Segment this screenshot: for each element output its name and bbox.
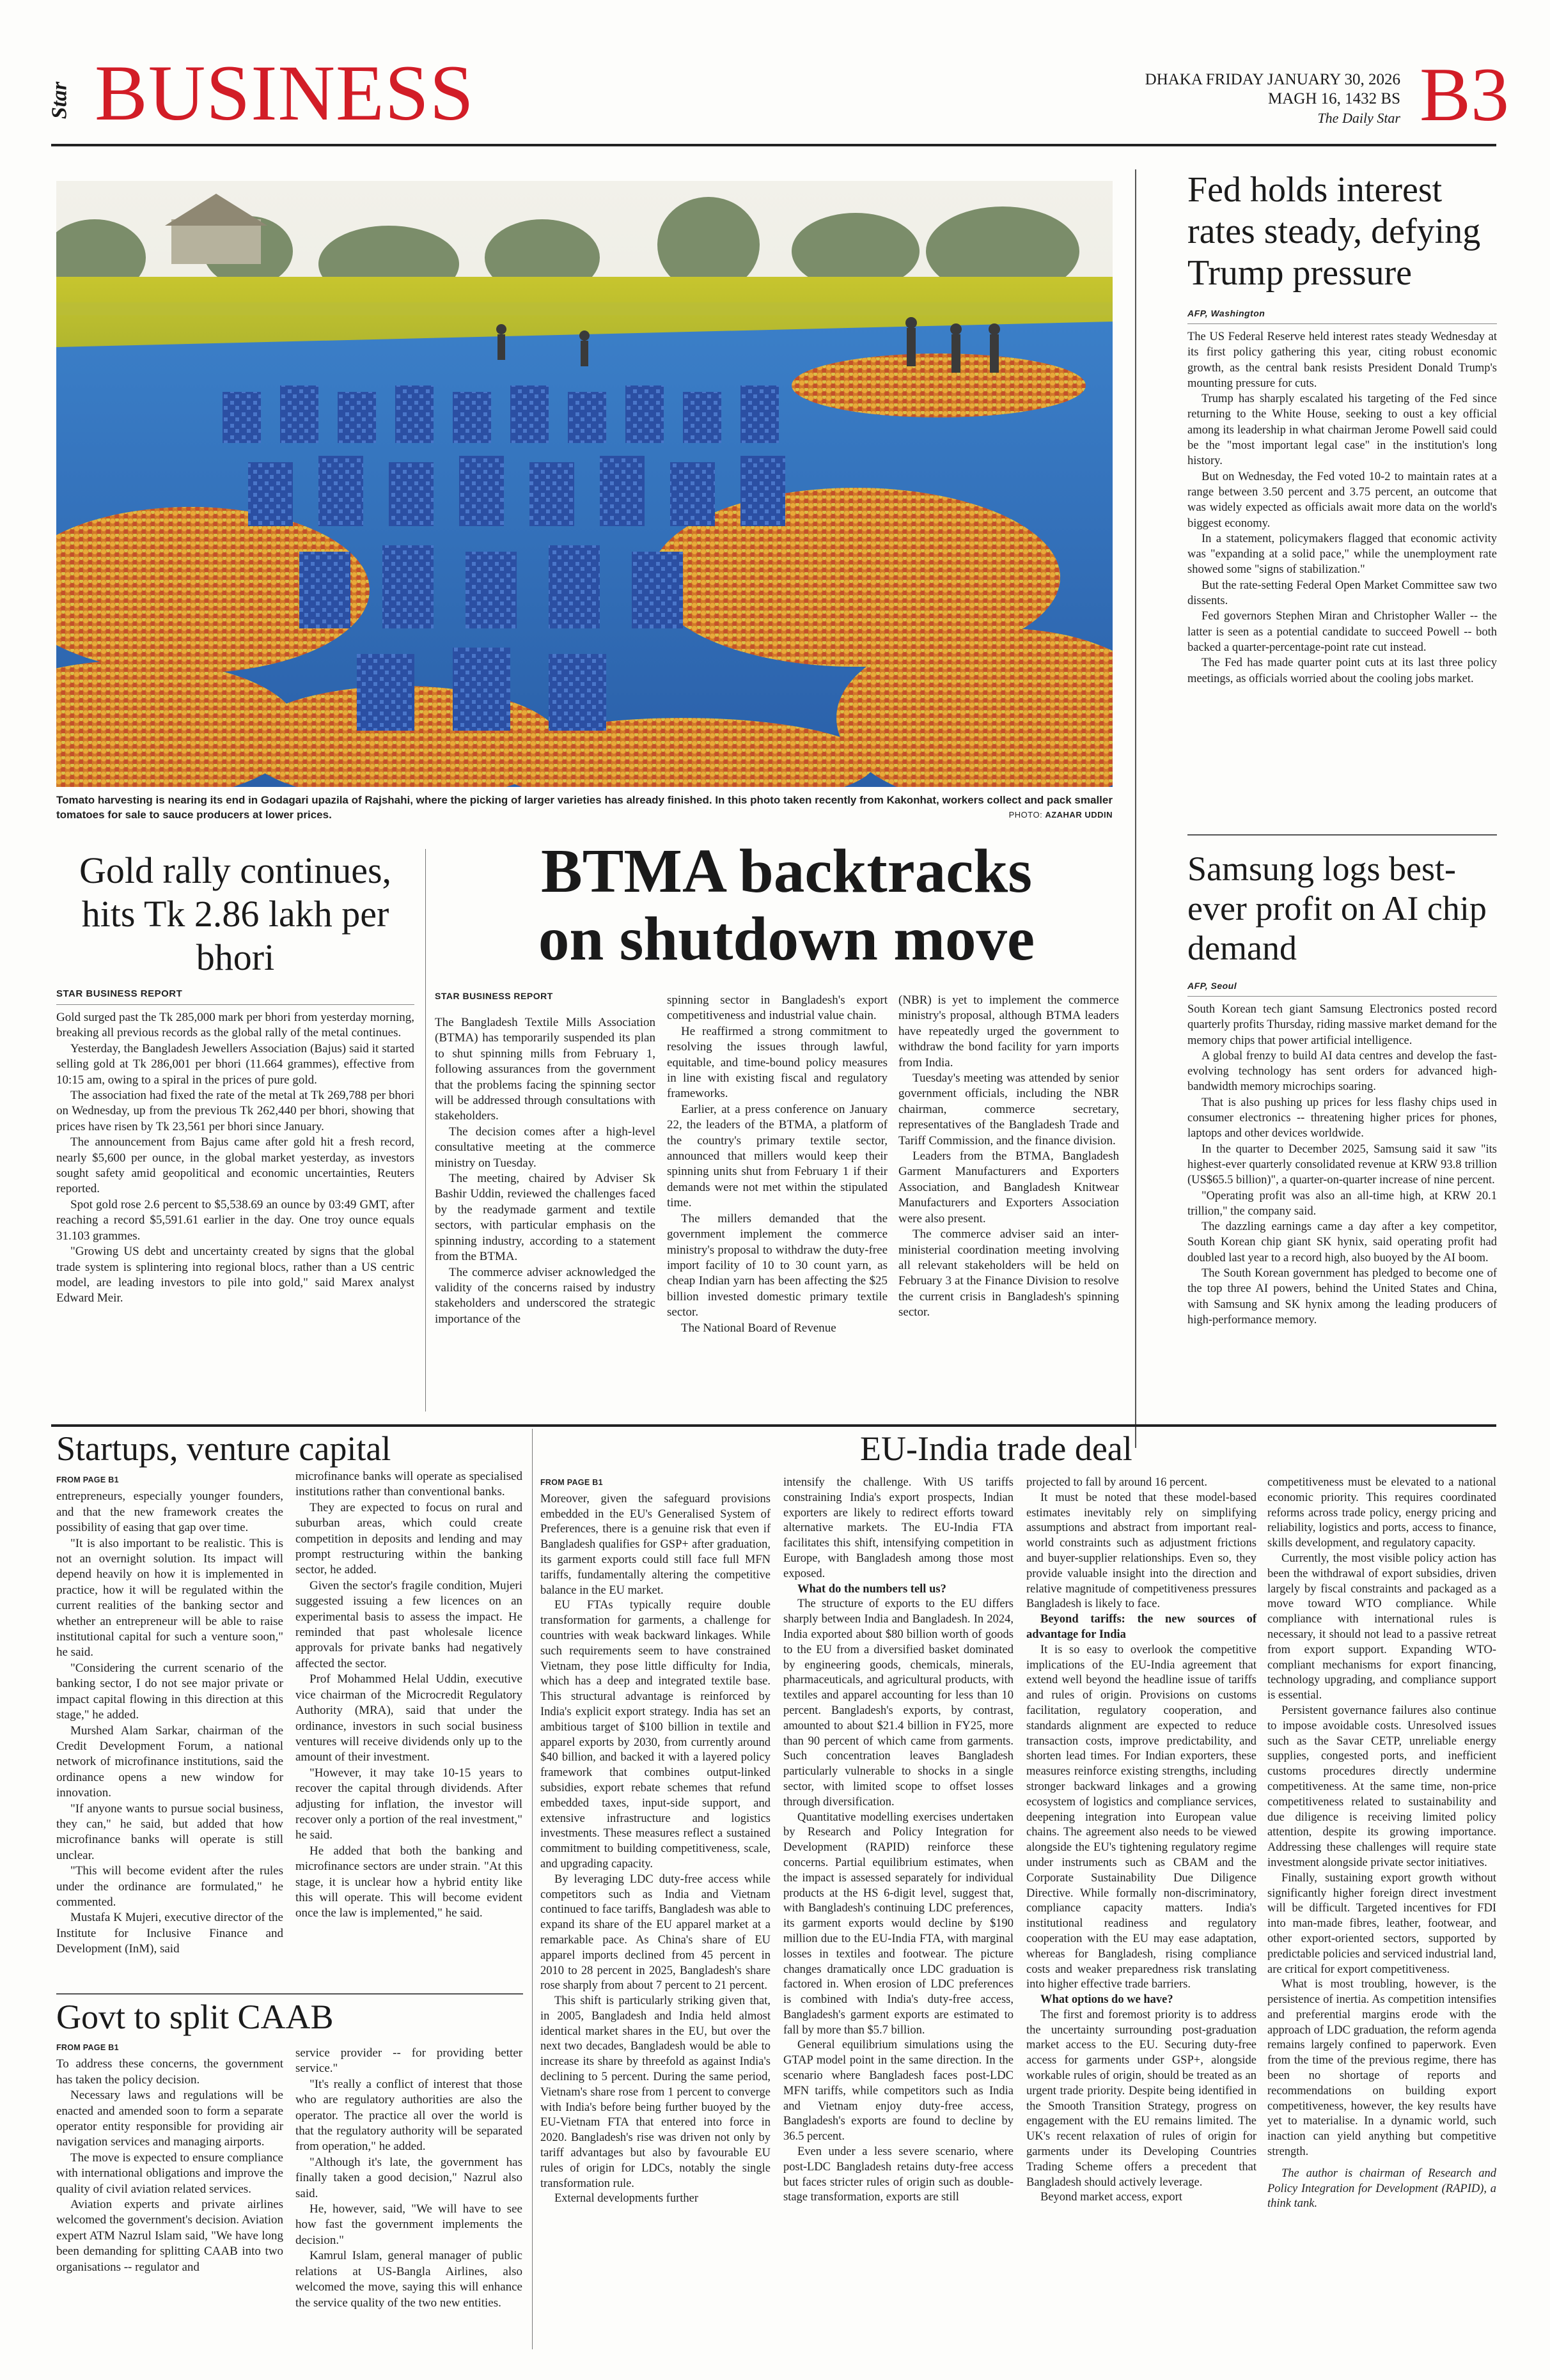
caab-para: service provider -- for providing better service." xyxy=(295,2046,522,2076)
eu-subheading: What options do we have? xyxy=(1040,1993,1173,2007)
samsung-article xyxy=(1187,849,1497,1328)
eu-para: By leveraging LDC duty-free access while competitors such as India and Vietnam continued to face tariffs, Bangladesh was able to expand its share of the EU apparel market at a remarkable pace. As China's share of EU apparel imports declined from 45 percent in 2010 to 28 percent in 2025, Bangladesh's share rose sharply from about 7 percent to 21 percent. xyxy=(540,1872,771,1993)
dateline-bangla-date: MAGH 16, 1432 BS xyxy=(1268,90,1400,107)
gold-article xyxy=(56,849,414,1307)
startups-para: He added that both the banking and microfinance sectors are under strain. "At this stage, it is unclear how a hybrid entity like this will operate. This will become evident once the law is implemented," he said. xyxy=(295,1844,522,1920)
eu-subheading: Beyond tariffs: the new sources of advantage for India xyxy=(1026,1613,1256,1641)
masthead xyxy=(47,49,1510,137)
samsung-para: The South Korean government has pledged to become one of the top three AI powers, behind the United States and China, with Samsung and SK hynix among the leading producers of high-performance memory. xyxy=(1187,1267,1497,1326)
fed-bottom-rule xyxy=(1187,834,1497,836)
eu-col-3 xyxy=(1026,1475,1256,2205)
btma-para: (NBR) is yet to implement the commerce ministry's proposal, although BTMA leaders have repeatedly urged the government to withdraw the bond facility for yarn imports from India. xyxy=(898,993,1119,1069)
eu-para: The structure of exports to the EU differs sharply between India and Bangladesh. In 2024, India exported about $80 billion worth of goods to the EU from a diversified basket dominated by engineering goods, chemicals, minerals, pharmaceuticals, and agricultural products, with textiles and apparel accounting for less than 10 percent. Bangladesh's exports, by contrast, amounted to about $21.4 billion in FY25, more than 90 percent of which came from garments. Such concentration leaves Bangladesh particularly vulnerable to shocks in a single sector, with limited scope to offset losses through diversification. xyxy=(783,1598,1014,1808)
startups-para: Given the sector's fragile condition, Mujeri suggested issuing a few licences on an experimental basis to assess the impact. He reminded that past wholesale licence approvals for private banks had negatively affected the sector. xyxy=(295,1578,522,1670)
eu-para: What is most troubling, however, is the persistence of inertia. As competition intensifies and preferential margins erode with the approach of LDC graduation, the reform agenda remains largely confined to paperwork. Even from the time of the previous regime, there has been no shortage of reports and recommendations on building export competitiveness, however, the key results have yet to materialise. In a dynamic world, such inaction can yield anything but competitive strength. xyxy=(1267,1978,1496,2159)
caab-article xyxy=(56,1997,523,2037)
eu-col-2 xyxy=(783,1475,1014,2205)
tomato-harvest-photo xyxy=(56,181,1113,787)
startups-col-1 xyxy=(56,1472,283,1957)
caab-col-2 xyxy=(295,2046,522,2311)
section-title: BUSINESS xyxy=(95,49,474,137)
samsung-byline-rule xyxy=(1187,996,1497,997)
caab-para: The move is expected to ensure compliance with international obligations and improve the quality of civil aviation related services. xyxy=(56,2151,283,2196)
gold-divider xyxy=(425,849,426,1412)
fed-para: In a statement, policymakers flagged that economic activity was "expanding at a solid pace," while the unemployment rate showed some "signs of stabilization." xyxy=(1187,532,1497,577)
btma-headline: BTMA backtracks on shutdown move xyxy=(538,837,1035,973)
eu-col-4 xyxy=(1267,1475,1496,2212)
btma-para: He reaffirmed a strong commitment to resolving the issues through lawful, equitable, and time-bound policy measures in line with existing fiscal and regulatory frameworks. xyxy=(667,1024,888,1101)
photo-caption-text: Tomato harvesting is nearing its end in Godagari upazila of Rajshahi, where the picking of larger varieties has already finished. In this photo taken recently from Kakonhat, workers collect and pack smaller tomatoes for sale to sauce producers at lower prices. xyxy=(56,794,1113,821)
gold-para: Yesterday, the Bangladesh Jewellers Association (Bajus) said it started selling gold at Tk 286,001 per bhori (11.664 grammes), effective from 10:15 am, owing to a spiral in the prices of pure gold. xyxy=(56,1041,414,1087)
eu-subheading: What do the numbers tell us? xyxy=(797,1582,946,1596)
caab-col-1 xyxy=(56,2040,283,2275)
samsung-para: South Korean tech giant Samsung Electronics posted record quarterly profits Thursday, riding massive market demand for the memory chips that power artificial intelligence. xyxy=(1187,1003,1497,1047)
fed-para: The Fed has made quarter point cuts at its last three policy meetings, as officials worried about the cooling jobs market. xyxy=(1187,657,1497,685)
startups-para: Murshed Alam Sarkar, chairman of the Credit Development Forum, a national network of microfinance institutions, said the ordinance opens a new window for innovation. xyxy=(56,1723,283,1800)
paper-name: The Daily Star xyxy=(1317,110,1400,126)
btma-article xyxy=(435,837,1138,1001)
btma-para: Leaders from the BTMA, Bangladesh Garment Manufacturers and Exporters Association, and Bangladesh Knitwear Manufacturers and Exporters Association were also present. xyxy=(898,1149,1119,1225)
gold-para: The announcement from Bajus came after gold hit a fresh record, nearly $5,600 per ounce, in the global market yesterday, as investors sought safety amid geopolitical and economic uncertainties, Reuters reported. xyxy=(56,1135,414,1196)
eu-divider xyxy=(532,1429,533,2349)
btma-para: The Bangladesh Textile Mills Association (BTMA) has temporarily suspended its plan to shut spinning mills from February 1, following assurances from the government that the problems facing the spinning sector will be addressed through consultations with stakeholders. xyxy=(435,1016,655,1123)
lower-section-rule xyxy=(51,1424,1496,1427)
eu-para: It must be noted that these model-based estimates inevitably rely on simplifying assumptions and abstract from important real-world constraints such as adjustment frictions and buyer-supplier relationships. Even so, they provide valuable insight into the direction and relative magnitude of competitiveness pressures Bangladesh is likely to face. xyxy=(1026,1491,1256,1611)
star-logo: Star xyxy=(47,81,72,120)
right-column-divider xyxy=(1135,169,1136,1448)
photo-caption xyxy=(56,793,1113,822)
startups-headline: Startups, venture capital xyxy=(56,1429,391,1468)
caab-top-rule xyxy=(56,1993,523,1995)
samsung-para: The dazzling earnings came a day after a key competitor, South Korean chip giant SK hynix, said operating profit had doubled last year to a record high, also buoyed by the AI boom. xyxy=(1187,1220,1497,1264)
btma-col-3 xyxy=(898,993,1119,1321)
btma-para: The National Board of Revenue xyxy=(681,1321,836,1335)
startups-para: "It is also important to be realistic. This is not an overnight solution. Its impact will depend heavily on how it is implemented in practice, how it will be regulated within the current realities of the banking sector and whether an entrepreneur will be able to raise institutional capital for such a venture soon," he said. xyxy=(56,1536,283,1660)
gold-byline-rule xyxy=(56,1004,414,1005)
eu-para: This shift is particularly striking given that, in 2005, Bangladesh and India held almost identical market shares in the EU, but over the next two decades, Bangladesh would be able to increase its share by threefold as against India's declining to 5 percent. During the same period, Vietnam's share rose from 1 percent to converge with India's before being further buoyed by the EU-Vietnam FTA that entered into force in 2020. Bangladesh's rise was driven not only by tariff advantages but also by favourable EU rules of origin for LDCs, notably the single transformation rule. xyxy=(540,1995,771,2190)
eu-column-content xyxy=(783,1475,1014,2205)
caab-para: He, however, said, "We will have to see how fast the government implements the decision." xyxy=(295,2202,522,2247)
fed-para: Fed governors Stephen Miran and Christopher Waller -- the latter is seen as a potential candidate to succeed Powell -- both backed a quarter-percentage-point rate cut instead. xyxy=(1187,610,1497,654)
eu-para: EU FTAs typically require double transformation for garments, a challenge for countries with weak backward linkages. While such requirements seem to have constrained Vietnam, they pose little difficulty for India, which has a deep and integrated textile base. This structural advantage is reinforced by India's explicit export strategy. India has set an ambitious target of $100 billion in textile and apparel exports by 2030, from currently around $40 billion, and backed it with a layered policy framework that combines output-linked subsidies, export rebate schemes that refund embedded taxes, input-side support, and extensive infrastructure and logistics investments. These measures reflect a sustained commitment to building competitiveness, scale, and upgrading capacity. xyxy=(540,1599,771,1871)
caab-from-page: FROM PAGE B1 xyxy=(56,2043,119,2052)
caab-headline: Govt to split CAAB xyxy=(56,1998,334,2036)
gold-para: Spot gold rose 2.6 percent to $5,538.69 an ounce by 03:49 GMT, after reaching a record $5,591.61 earlier in the day. One troy ounce equals 31.103 grammes. xyxy=(56,1197,414,1243)
samsung-para: That is also pushing up prices for less flashy chips used in consumer electronics -- threatening higher prices for phones, laptops and other devices worldwide. xyxy=(1187,1096,1497,1140)
startups-para: entrepreneurs, especially younger founders, and that the new framework creates the possibility of easing that gap over time. xyxy=(56,1489,283,1535)
eu-para: Quantitative modelling exercises undertaken by Research and Policy Integration for Development (RAPID) reinforce these concerns. Partial equilibrium estimates, when the impact is assessed separately for individual products at the HS 6-digit level, suggest that, with Bangladesh's continuing LDC preferences, its garment exports would decline by $190 million due to the EU-India FTA, with marginal losses in textiles and footwear. The picture changes dramatically once LDC graduation is factored in. When erosion of LDC preferences is combined with India's duty-free access, Bangladesh's garment exports are estimated to fall by more than $5.7 billion. xyxy=(783,1810,1014,2037)
startups-para: Mustafa K Mujeri, executive director of the Institute for Inclusive Finance and Development (InM), said xyxy=(56,1911,283,1956)
eu-para: intensify the challenge. With US tariffs constraining India's export prospects, Indian exporters are likely to redirect efforts toward alternative markets. The EU-India FTA facilitates this shift, intensifying competition in Europe, with Bangladesh among those most exposed. xyxy=(783,1476,1014,1580)
eu-headline: EU-India trade deal xyxy=(860,1429,1132,1468)
eu-para: projected to fall by around 16 percent. xyxy=(1026,1476,1208,1489)
fed-byline: AFP, Washington xyxy=(1187,308,1265,318)
samsung-para: In the quarter to December 2025, Samsung said it saw "its highest-ever quarterly consolidated revenue at KRW 93.8 trillion (US$65.5 billion)", a quarter-on-quarter increase of nine percent. xyxy=(1187,1142,1497,1187)
eu-para: Persistent governance failures also continue to impose avoidable costs. Unresolved issues such as the Savar CETP, unreliable energy supplies, congested ports, and inefficient customs procedures directly undermine competitiveness. At the same time, non-price competitiveness related to sustainability and due diligence is receiving limited policy attention, despite its growing importance. Addressing these challenges will require state investment alongside private sector initiatives. xyxy=(1267,1704,1496,1869)
fed-headline: Fed holds interest rates steady, defying Trump pressure xyxy=(1187,170,1481,293)
btma-para: Earlier, at a press conference on January 22, the leaders of the BTMA, a platform of the country's primary textile sector, announced that millers would keep their spinning units shut from February 1 if their demands were not met within the stipulated time. xyxy=(667,1102,888,1210)
samsung-para: "Operating profit was also an all-time high, at KRW 20.1 trillion," the company said. xyxy=(1187,1189,1497,1218)
masthead-rule xyxy=(51,144,1496,146)
eu-from-page: FROM PAGE B1 xyxy=(540,1478,603,1487)
fed-byline-rule xyxy=(1187,323,1497,324)
btma-col-1 xyxy=(435,1015,655,1327)
eu-para: The first and foremost priority is to address the uncertainty surrounding post-graduation market access to the EU. Securing duty-free access for garments under GSP+, alongside workable rules of origin, should be treated as an urgent trade priority. Despite being identified in the Smooth Transition Strategy, progress on engagement with the EU remains limited. The UK's recent relaxation of rules of origin for garments under its Developing Countries Trading Scheme offers a precedent that Bangladesh should actively leverage. xyxy=(1026,2008,1256,2189)
eu-para: External developments further xyxy=(554,2192,698,2205)
caab-para: Necessary laws and regulations will be enacted and amended soon to form a separate operator entity responsible for providing air navigation services and managing airports. xyxy=(56,2088,283,2149)
eu-column-content xyxy=(540,1492,771,2207)
eu-para: Beyond market access, export xyxy=(1040,2191,1182,2204)
startups-para: "Considering the current scenario of the banking sector, I do not see major private or impact capital flowing in this direction at this stage," he added. xyxy=(56,1661,283,1722)
startups-para: "If anyone wants to pursue social business, they can," he said, but added that how microfinance banks will operate is still unclear. xyxy=(56,1801,283,1862)
gold-para: "Growing US debt and uncertainty created by signs that the global trade system is splintering into regional blocs, rather than a US centric model, are leading investors to pile into gold," said Marex analyst Edward Meir. xyxy=(56,1245,414,1305)
fed-para: But on Wednesday, the Fed voted 10-2 to maintain rates at a range between 3.50 percent and 3.75 percent, an outcome that was widely expected as officials await more data on the world's biggest economy. xyxy=(1187,470,1497,530)
startups-para: "However, it may take 10-15 years to recover the capital through dividends. After adjusting for inflation, the investor will recover only a portion of the real investment," he said. xyxy=(295,1766,522,1842)
fed-body xyxy=(1187,329,1497,687)
eu-para: Even under a less severe scenario, where post-LDC Bangladesh retains duty-free access but faces stricter rules of origin such as double-stage transformation, exports are still xyxy=(783,2145,1014,2204)
eu-col-1 xyxy=(540,1475,771,2207)
samsung-headline: Samsung logs best-ever profit on AI chip demand xyxy=(1187,850,1487,967)
eu-article xyxy=(540,1429,1496,1468)
eu-para: competitiveness must be elevated to a national economic priority. This requires coordinated reforms across trade policy, energy pricing and reliability, logistics and ports, access to finance, skills development, and regulatory capacity. xyxy=(1267,1476,1496,1550)
dateline-date: DHAKA FRIDAY JANUARY 30, 2026 xyxy=(1145,71,1400,88)
samsung-para: A global frenzy to build AI data centres and develop the fast-evolving technology has sent orders for advanced high-bandwidth memory microchips soaring. xyxy=(1187,1049,1497,1094)
fed-para: Trump has sharply escalated his targeting of the Fed since returning to the White House, seeking to oust a key official among its leadership in what chairman Jerome Powell said could be the "most important legal case" in the institution's long history. xyxy=(1187,393,1497,468)
caab-para: "Although it's late, the government has finally taken a good decision," Nazrul also said. xyxy=(295,2155,522,2200)
startups-para: Prof Mohammed Helal Uddin, executive vice chairman of the Microcredit Regulatory Authority (MRA), said that under the ordinance, investors in such social business ventures will receive dividends only up to the amount of their investment. xyxy=(295,1672,522,1764)
fed-para: The US Federal Reserve held interest rates steady Wednesday at its first policy gathering this year, citing robust economic growth, as the central bank resists President Donald Trump's mounting pressure for cuts. xyxy=(1187,331,1497,390)
eu-para: Finally, sustaining export growth without significantly higher foreign direct investment will be difficult. Targeted incentives for FDI into man-made fibres, leather, footwear, and other export-oriented sectors, supported by predictable policies and serviced industrial land, are critical for export competitiveness. xyxy=(1267,1871,1496,1976)
btma-byline: STAR BUSINESS REPORT xyxy=(435,991,553,1001)
eu-author-note: The author is chairman of Research and Policy Integration for Development (RAPID), a think tank. xyxy=(1267,2166,1496,2211)
eu-para: It is so easy to overlook the competitive implications of the EU-India agreement that extend well beyond the headline issue of tariffs and rules of origin. Provisions on customs facilitation, regulatory cooperation, and standards alignment are expected to reduce transaction costs, improve predictability, and shorten lead times. For Indian exporters, these measures reinforce existing strengths, including stronger backward linkages and a growing ecosystem of logistics and compliance services, deepening integration into European value chains. The agreement also needs to be viewed alongside the EU's tightening regulatory regime under instruments such as CBAM and the Corporate Sustainability Due Diligence Directive. While formally non-discriminatory, compliance capacity matters. India's institutional readiness and regulatory cooperation with the EU may ease adaptation, whereas for Bangladesh, rising compliance costs and weaker preparedness risk translating into higher effective trade barriers. xyxy=(1026,1643,1256,1991)
dateline xyxy=(1113,70,1400,128)
btma-para: Tuesday's meeting was attended by senior government officials, including the NBR chairman, commerce secretary, representatives of the Bangladesh Trade and Tariff Commission, and the finance division. xyxy=(898,1071,1119,1147)
btma-para: The meeting, chaired by Adviser Sk Bashir Uddin, reviewed the challenges faced by the readymade garment and textile sectors, with particular emphasis on the spinning industry, according to a statement from the BTMA. xyxy=(435,1172,655,1264)
caab-para: Aviation experts and private airlines welcomed the government's decision. Aviation expert ATM Nazrul Islam said, "We have long been demanding for splitting CAAB into two organisations -- regulator and xyxy=(56,2198,283,2274)
eu-para: General equilibrium simulations using the GTAP model point in the same direction. In the scenario where Bangladesh faces post-LDC MFN tariffs, while competitors such as India and Vietnam enjoy duty-free access, Bangladesh's exports are found to decline by 36.5 percent. xyxy=(783,2039,1014,2143)
btma-para: spinning sector in Bangladesh's export competitiveness and industrial value chain. xyxy=(667,993,888,1023)
caab-para: To address these concerns, the government has taken the policy decision. xyxy=(56,2057,283,2087)
btma-para: The commerce adviser said an inter-ministerial coordination meeting involving all relevant stakeholders will be held on February 3 at the Finance Division to resolve the current crisis in Bangladesh's spinning sector. xyxy=(898,1227,1119,1319)
samsung-body xyxy=(1187,1002,1497,1328)
eu-column-content xyxy=(1267,1475,1496,2212)
eu-column-content xyxy=(1026,1475,1256,2205)
btma-col-2 xyxy=(667,993,888,1336)
photo-illustration xyxy=(56,181,1113,787)
btma-para: The decision comes after a high-level consultative meeting at the commerce ministry on Tuesday. xyxy=(435,1124,655,1170)
startups-col-2 xyxy=(295,1469,522,1922)
gold-para: Gold surged past the Tk 285,000 mark per bhori from yesterday morning, breaking all previous records as the global rally of the metal continues. xyxy=(56,1011,414,1040)
gold-headline: Gold rally continues, hits Tk 2.86 lakh per bhori xyxy=(79,850,392,978)
gold-para: The association had fixed the rate of the metal at Tk 269,788 per bhori on Wednesday, up from the previous Tk 262,440 per bhori, showing that prices have risen by Tk 23,561 per bhori since January. xyxy=(56,1089,414,1133)
fed-article xyxy=(1187,169,1497,687)
startups-para: They are expected to focus on rural and suburban areas, which could create competition in deposits and lending and may prompt restructuring within the banking sector, he added. xyxy=(295,1500,522,1577)
startups-from-page: FROM PAGE B1 xyxy=(56,1475,119,1484)
caab-para: "It's really a conflict of interest that those who are regulatory authorities are also the operator. The practice all over the world is that the regulatory authority will be separated from operation," he added. xyxy=(295,2077,522,2154)
gold-body xyxy=(56,1010,414,1307)
eu-para: Moreover, given the safeguard provisions embedded in the EU's Generalised System of Preferences, there is a genuine risk that even if Bangladesh qualifies for GSP+ after graduation, its garment exports could still face full MFN tariffs, fundamentally altering the competitive balance in the EU market. xyxy=(540,1492,771,1597)
samsung-byline: AFP, Seoul xyxy=(1187,981,1237,991)
fed-para: But the rate-setting Federal Open Market Committee saw two dissents. xyxy=(1187,579,1497,608)
startups-para: microfinance banks will operate as specialised institutions rather than conventional banks. xyxy=(295,1470,522,1499)
startups-para: "This will become evident after the rules under the ordinance are formulated," he commented. xyxy=(56,1864,283,1909)
startups-article xyxy=(56,1429,523,1468)
btma-para: The millers demanded that the government implement the commerce ministry's proposal to withdraw the duty-free import facility of 10 to 30 count yarn, as cheap Indian yarn has been affecting the $25 billion invested domestic primary textile sector. xyxy=(667,1211,888,1319)
page-number: B3 xyxy=(1420,52,1510,137)
eu-para: Currently, the most visible policy action has been the withdrawal of export subsidies, driven largely by fiscal constraints and packaged as a move toward WTO compliance. While compliance with international rules is necessary, it should not lead to a passive retreat from export support. Expanding WTO-compliant mechanisms for export financing, technology upgrading, and compliance support is essential. xyxy=(1267,1552,1496,1702)
photo-credit: PHOTO: AZAHAR UDDIN xyxy=(1008,810,1113,820)
caab-para: Kamrul Islam, general manager of public relations at US-Bangla Airlines, also welcomed the move, saying this will enhance the service quality of the two new entities. xyxy=(295,2249,522,2310)
btma-para: The commerce adviser acknowledged the validity of the concerns raised by industry stakeholders and underscored the strategic importance of the xyxy=(435,1265,655,1326)
gold-byline: STAR BUSINESS REPORT xyxy=(56,988,183,999)
